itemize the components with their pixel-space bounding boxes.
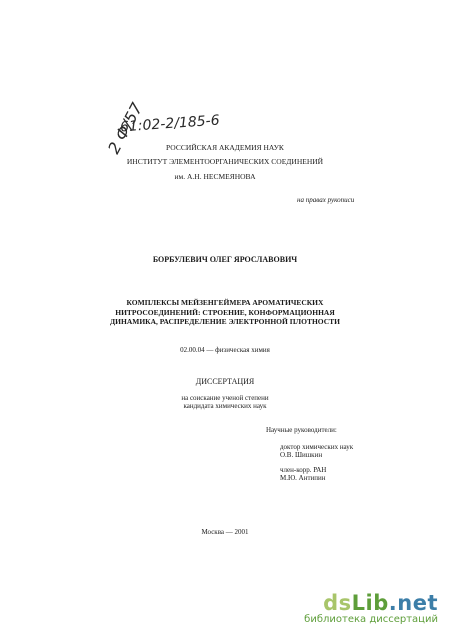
title-line-1: КОМПЛЕКСЫ МЕЙЗЕНГЕЙМЕРА АРОМАТИЧЕСКИХ [126,298,324,307]
institute-name: ИНСТИТУТ ЭЛЕМЕНТООРГАНИЧЕСКИХ СОЕДИНЕНИЙ [126,157,324,166]
academy-name: РОССИЙСКАЯ АКАДЕМИЯ НАУК [166,143,284,152]
dslib-watermark [304,592,438,626]
degree-line-2: кандидата химических наук [183,402,267,410]
advisor-2-rank: член-корр. РАН [280,466,327,474]
institute-named-after: им. А.Н. НЕСМЕЯНОВА [174,172,256,181]
dslib-subtitle: библиотека диссертаций [304,614,438,625]
advisors-heading: Научные руководители: [266,426,337,434]
dslib-logo [304,592,438,614]
title-line-3: ДИНАМИКА, РАСПРЕДЕЛЕНИЕ ЭЛЕКТРОННОЙ ПЛОТНОСТИ [110,317,340,326]
handwritten-side-mark: 2 Ф/57 [104,99,147,157]
manuscript-note: на правах рукописи [297,196,355,204]
advisor-1-name: О.В. Шишкин [280,451,323,459]
handwritten-archive-number: 61:02-2/185-6 [119,112,221,136]
dslib-logo-part2: Lib [351,591,389,615]
document-type: ДИССЕРТАЦИЯ [195,377,255,386]
place-year: Москва — 2001 [201,528,249,536]
advisor-1-rank: доктор химических наук [280,443,354,451]
dslib-logo-part3: .net [388,591,438,615]
author-name: БОРБУЛЕВИЧ ОЛЕГ ЯРОСЛАВОВИЧ [152,255,298,264]
dslib-logo-part1: ds [323,591,352,615]
degree-line-1: на соискание ученой степени [181,394,269,402]
title-line-2: НИТРОСОЕДИНЕНИЙ: СТРОЕНИЕ, КОНФОРМАЦИОННАЯ [115,308,335,317]
specialty-code: 02.00.04 — физическая химия [180,346,270,354]
advisor-2-name: М.Ю. Антипин [280,474,326,482]
